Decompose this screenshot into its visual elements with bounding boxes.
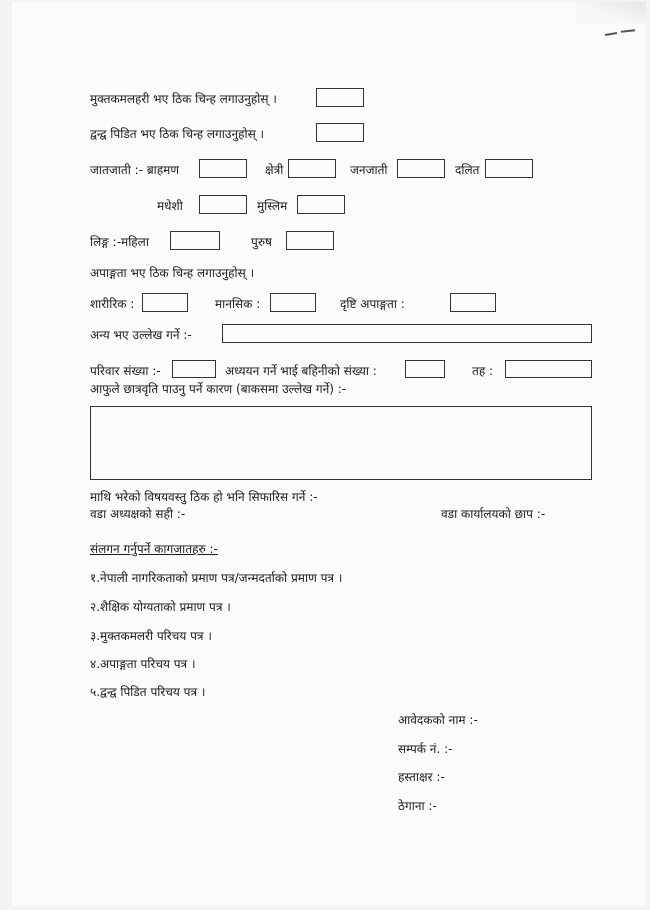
other-input[interactable] [222, 324, 592, 343]
caste-label: जातजाती :- ब्राहमण [90, 163, 179, 177]
conflict-victim-checkbox[interactable] [316, 123, 364, 142]
studying-siblings-input[interactable] [405, 360, 445, 378]
attachment-item: ५.द्वन्द्व पिडित परिचय पत्र । [90, 685, 206, 699]
address-label: ठेगाना :- [398, 799, 437, 813]
ward-chair-signature-label: वडा अध्यक्षको सही :- [90, 507, 186, 521]
madhesi-label: मधेशी [157, 199, 183, 213]
chhetri-checkbox[interactable] [288, 159, 336, 178]
reason-label: आफुले छात्रवृति पाउनु पर्ने कारण (बाकसमा उल्लेख गर्ने) :- [90, 382, 347, 396]
visual-label: दृष्टि अपाङ्गता : [340, 297, 405, 311]
ward-office-stamp-label: वडा कार्यालयको छाप :- [441, 507, 546, 521]
level-input[interactable] [505, 360, 592, 378]
other-label: अन्य भए उल्लेख गर्ने :- [90, 328, 192, 342]
corner-mark [621, 29, 635, 32]
studying-siblings-label: अध्ययन गर्ने भाई बहिनीको संख्या : [225, 364, 377, 378]
attachment-item: ४.अपाङ्गता परिचय पत्र । [90, 657, 196, 671]
muslim-checkbox[interactable] [297, 195, 345, 214]
level-label: तह : [472, 364, 494, 378]
attachment-item: ३.मुक्तकमलरी परिचय पत्र । [90, 629, 212, 643]
male-checkbox[interactable] [286, 231, 334, 250]
disability-prompt: अपाङ्गता भए ठिक चिन्ह लगाउनुहोस् । [90, 266, 255, 280]
visual-checkbox[interactable] [450, 293, 496, 312]
female-checkbox[interactable] [170, 231, 220, 250]
madhesi-checkbox[interactable] [199, 195, 247, 214]
liberated-bonded-checkbox[interactable] [316, 88, 364, 107]
janajati-label: जनजाती [350, 163, 388, 177]
contact-number-label: सम्पर्क नं. :- [398, 742, 453, 756]
janajati-checkbox[interactable] [397, 159, 445, 178]
page-corner-shadow [576, 2, 646, 24]
mental-checkbox[interactable] [270, 293, 316, 312]
attachment-item: २.शैक्षिक योग्यताको प्रमाण पत्र । [90, 600, 231, 614]
dalit-checkbox[interactable] [485, 159, 533, 178]
muslim-label: मुस्लिम [257, 199, 288, 213]
attachments-heading: संलगन गर्नुपर्ने कागजातहरु :- [90, 542, 218, 556]
physical-checkbox[interactable] [142, 293, 188, 312]
brahmin-checkbox[interactable] [199, 159, 247, 178]
family-size-input[interactable] [172, 360, 216, 378]
dalit-label: दलित [455, 163, 480, 177]
mental-label: मानसिक : [215, 297, 261, 311]
recommend-label: माथि भरेको विषयवस्तु ठिक हो भनि सिफारिस गर्ने :- [90, 490, 318, 504]
family-size-label: परिवार संख्या :- [90, 364, 161, 378]
attachment-item: १.नेपाली नागरिकताको प्रमाण पत्र/जन्मदर्ताको प्रमाण पत्र । [90, 571, 343, 585]
corner-mark [605, 32, 617, 36]
reason-textbox[interactable] [90, 406, 592, 480]
signature-label: हस्ताक्षर :- [398, 770, 445, 784]
applicant-name-label: आवेदकको नाम :- [398, 713, 478, 727]
chhetri-label: क्षेत्री [265, 163, 284, 177]
male-label: पुरुष [251, 235, 272, 249]
physical-label: शारीरिक : [90, 297, 135, 311]
gender-label: लिङ्ग :-महिला [90, 235, 149, 249]
liberated-bonded-label: मुक्तकमलहरी भए ठिक चिन्ह लगाउनुहोस् । [90, 92, 277, 106]
conflict-victim-label: द्वन्द्व पिडित भए ठिक चिन्ह लगाउनुहोस् । [90, 127, 265, 141]
